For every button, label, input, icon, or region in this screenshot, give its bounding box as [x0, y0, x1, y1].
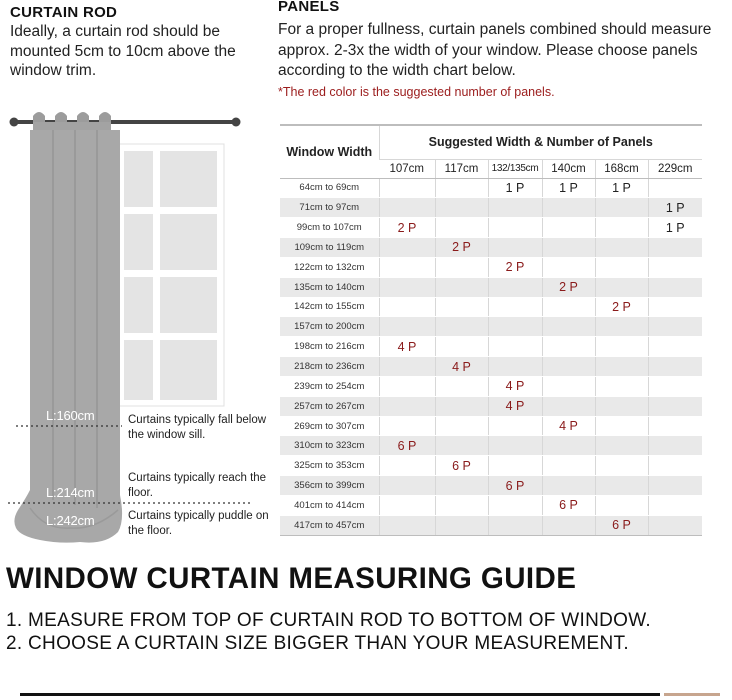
panel-count-cell	[542, 436, 595, 456]
length-214-label: L:214cm	[46, 485, 95, 500]
table-row	[280, 357, 702, 377]
panel-count-cell	[542, 277, 595, 297]
panel-count-cell	[488, 476, 542, 496]
panel-count-value: 1 P	[665, 200, 685, 215]
panel-count-cell	[379, 476, 435, 496]
panel-count-cell	[435, 297, 488, 317]
panel-count-cell	[595, 396, 648, 416]
panel-count-cell	[648, 277, 702, 297]
panel-count-cell	[379, 337, 435, 357]
panel-count-cell	[379, 496, 435, 516]
panel-count-cell	[542, 198, 595, 218]
column-header: 132/135cm	[488, 159, 542, 178]
table-row	[280, 476, 702, 496]
guide-title: WINDOW CURTAIN MEASURING GUIDE	[6, 562, 577, 595]
panel-count-value: 2 P	[612, 299, 631, 314]
panel-count-cell	[488, 456, 542, 476]
panel-count-cell	[648, 396, 702, 416]
panel-count-cell	[595, 376, 648, 396]
panel-count-cell	[542, 496, 595, 516]
panels-size-table	[280, 124, 702, 536]
panel-count-cell	[488, 317, 542, 337]
table-row	[280, 178, 702, 198]
panel-count-cell	[435, 515, 488, 535]
panel-count-cell	[379, 297, 435, 317]
panel-count-cell	[595, 178, 648, 198]
panel-count-cell	[648, 257, 702, 277]
panel-count-cell	[379, 218, 435, 238]
window-width-cell: 269cm to 307cm	[280, 416, 379, 436]
panel-count-cell	[648, 218, 702, 238]
panel-count-cell	[648, 476, 702, 496]
panel-count-cell	[648, 317, 702, 337]
panel-count-cell	[542, 297, 595, 317]
panel-count-cell	[379, 178, 435, 198]
panel-count-value: 4 P	[397, 339, 417, 354]
panel-count-cell	[379, 436, 435, 456]
panel-count-cell	[648, 416, 702, 436]
panel-count-cell	[379, 317, 435, 337]
panel-count-cell	[435, 436, 488, 456]
panel-count-cell	[542, 357, 595, 377]
panel-count-cell	[379, 257, 435, 277]
panel-count-cell	[435, 476, 488, 496]
panel-count-cell	[379, 456, 435, 476]
panels-heading: PANELS	[278, 0, 340, 15]
table-row	[280, 257, 702, 277]
table-row	[280, 376, 702, 396]
panel-count-cell	[435, 178, 488, 198]
panel-count-cell	[595, 277, 648, 297]
panel-count-cell	[595, 238, 648, 258]
panel-count-cell	[379, 198, 435, 218]
panel-count-cell	[648, 376, 702, 396]
panel-count-cell	[488, 436, 542, 456]
window-width-cell: 157cm to 200cm	[280, 317, 379, 337]
column-header: 107cm	[379, 159, 435, 178]
panel-count-cell	[435, 218, 488, 238]
bottom-accent	[664, 693, 720, 696]
panel-count-cell	[379, 277, 435, 297]
panel-count-cell	[648, 357, 702, 377]
panel-count-value: 6 P	[452, 458, 471, 473]
panel-count-cell	[648, 297, 702, 317]
table-row	[280, 496, 702, 516]
panel-count-cell	[435, 337, 488, 357]
panel-count-value: 1 P	[505, 180, 525, 195]
panel-count-cell	[379, 238, 435, 258]
bottom-divider	[20, 693, 660, 696]
panel-count-cell	[435, 277, 488, 297]
panel-count-cell	[595, 317, 648, 337]
panel-count-cell	[542, 218, 595, 238]
length-242-label: L:242cm	[46, 513, 95, 528]
table-row	[280, 218, 702, 238]
panel-count-cell	[435, 496, 488, 516]
panel-count-cell	[488, 238, 542, 258]
panel-count-cell	[379, 357, 435, 377]
panel-count-cell	[595, 218, 648, 238]
panel-count-cell	[648, 496, 702, 516]
length-214-note: Curtains typically reach the floor.	[128, 472, 267, 499]
panels-note: *The red color is the suggested number of panels.	[278, 85, 555, 99]
panel-count-value: 4 P	[505, 379, 525, 394]
panel-count-value: 4 P	[505, 399, 525, 414]
panel-count-cell	[595, 476, 648, 496]
panel-count-value: 1 P	[559, 180, 578, 195]
panel-count-value: 6 P	[505, 478, 525, 493]
table-row	[280, 436, 702, 456]
panel-count-cell	[488, 178, 542, 198]
table-row	[280, 317, 702, 337]
window-width-cell: 310cm to 323cm	[280, 436, 379, 456]
panel-count-value: 4 P	[452, 359, 471, 374]
panel-count-cell	[648, 178, 702, 198]
panel-count-cell	[542, 178, 595, 198]
window-width-cell: 122cm to 132cm	[280, 257, 379, 277]
panel-count-value: 2 P	[505, 260, 525, 275]
window-width-cell: 257cm to 267cm	[280, 396, 379, 416]
panel-count-value: 6 P	[559, 498, 578, 513]
table-row	[280, 515, 702, 535]
window-width-cell: 142cm to 155cm	[280, 297, 379, 317]
panel-count-cell	[488, 277, 542, 297]
window-width-cell: 198cm to 216cm	[280, 337, 379, 357]
panel-count-cell	[595, 436, 648, 456]
panel-count-cell	[542, 396, 595, 416]
panel-count-value: 2 P	[559, 280, 578, 295]
window-width-cell: 99cm to 107cm	[280, 218, 379, 238]
window-width-cell: 417cm to 457cm	[280, 515, 379, 535]
curtain-rod-description: Ideally, a curtain rod should be mounted 5cm to 10cm above the window trim.	[10, 23, 236, 79]
panel-count-cell	[595, 456, 648, 476]
panel-count-cell	[595, 198, 648, 218]
panel-count-cell	[648, 515, 702, 535]
column-header: 140cm	[542, 159, 595, 178]
panel-count-value: 2 P	[452, 240, 471, 255]
panel-count-cell	[488, 337, 542, 357]
panel-count-cell	[542, 476, 595, 496]
panel-count-cell	[595, 257, 648, 277]
table-row	[280, 297, 702, 317]
panel-count-cell	[435, 317, 488, 337]
length-160-label: L:160cm	[46, 408, 95, 423]
window-width-cell: 239cm to 254cm	[280, 376, 379, 396]
panel-count-cell	[648, 436, 702, 456]
panel-count-cell	[379, 396, 435, 416]
length-160-note: Curtains typically fall below the window sill.	[128, 414, 267, 441]
panel-count-cell	[379, 515, 435, 535]
window-width-cell: 64cm to 69cm	[280, 178, 379, 198]
suggested-header: Suggested Width & Number of Panels	[379, 125, 702, 159]
window-width-cell: 325cm to 353cm	[280, 456, 379, 476]
table-row	[280, 416, 702, 436]
panel-count-cell	[542, 376, 595, 396]
table-row	[280, 198, 702, 218]
panel-count-value: 6 P	[612, 518, 631, 533]
panel-count-value: 1 P	[612, 180, 631, 195]
panel-count-cell	[542, 257, 595, 277]
panels-description: For a proper fullness, curtain panels combined should measure approx. 2-3x the width of your window. Please choose panels according to the width chart below.	[278, 21, 712, 79]
panel-count-cell	[435, 456, 488, 476]
column-header: 168cm	[595, 159, 648, 178]
window-width-cell: 218cm to 236cm	[280, 357, 379, 377]
table-row	[280, 337, 702, 357]
panel-count-cell	[595, 515, 648, 535]
table-row	[280, 456, 702, 476]
panel-count-cell	[648, 456, 702, 476]
panel-count-cell	[595, 416, 648, 436]
window-width-cell: 401cm to 414cm	[280, 496, 379, 516]
curtain-panel-graphic	[14, 112, 122, 543]
table-row	[280, 277, 702, 297]
panel-count-value: 2 P	[397, 220, 417, 235]
panel-count-cell	[488, 297, 542, 317]
panel-count-cell	[542, 416, 595, 436]
panel-count-cell	[379, 416, 435, 436]
table-row	[280, 396, 702, 416]
panel-count-cell	[648, 337, 702, 357]
panel-count-cell	[488, 357, 542, 377]
panel-count-cell	[542, 456, 595, 476]
panel-count-cell	[542, 317, 595, 337]
panel-count-cell	[595, 297, 648, 317]
panel-count-value: 6 P	[397, 438, 417, 453]
panel-count-cell	[435, 416, 488, 436]
panel-count-cell	[435, 357, 488, 377]
panel-count-cell	[595, 337, 648, 357]
length-242-note: Curtains typically puddle on the floor.	[128, 510, 269, 537]
panel-count-cell	[488, 515, 542, 535]
panel-count-cell	[488, 416, 542, 436]
panel-count-cell	[542, 238, 595, 258]
panel-count-cell	[435, 376, 488, 396]
panel-count-value: 1 P	[665, 220, 685, 235]
panel-count-cell	[595, 357, 648, 377]
window-width-cell: 356cm to 399cm	[280, 476, 379, 496]
curtain-illustration	[0, 100, 270, 560]
guide-step-2: 2. CHOOSE A CURTAIN SIZE BIGGER THAN YOUR MEASUREMENT.	[6, 633, 629, 654]
panel-count-cell	[435, 238, 488, 258]
panel-count-cell	[595, 496, 648, 516]
window-width-cell: 109cm to 119cm	[280, 238, 379, 258]
table-row	[280, 238, 702, 258]
panel-count-cell	[488, 376, 542, 396]
column-header: 229cm	[648, 159, 702, 178]
panel-count-cell	[435, 198, 488, 218]
panel-count-value: 4 P	[559, 419, 578, 434]
panel-count-cell	[648, 238, 702, 258]
panel-count-cell	[488, 496, 542, 516]
panel-count-cell	[435, 396, 488, 416]
window-graphic	[118, 144, 224, 406]
panel-count-cell	[435, 257, 488, 277]
panel-count-cell	[542, 515, 595, 535]
curtain-rod-heading: CURTAIN ROD	[10, 4, 118, 21]
panel-count-cell	[488, 218, 542, 238]
column-header: 117cm	[435, 159, 488, 178]
panel-count-cell	[648, 198, 702, 218]
panel-count-cell	[542, 337, 595, 357]
panel-count-cell	[488, 396, 542, 416]
window-width-cell: 135cm to 140cm	[280, 277, 379, 297]
window-width-header: Window Width	[280, 125, 379, 178]
guide-step-1: 1. MEASURE FROM TOP OF CURTAIN ROD TO BOTTOM OF WINDOW.	[6, 610, 651, 631]
window-width-cell: 71cm to 97cm	[280, 198, 379, 218]
panel-count-cell	[488, 198, 542, 218]
panel-count-cell	[379, 376, 435, 396]
panel-count-cell	[488, 257, 542, 277]
